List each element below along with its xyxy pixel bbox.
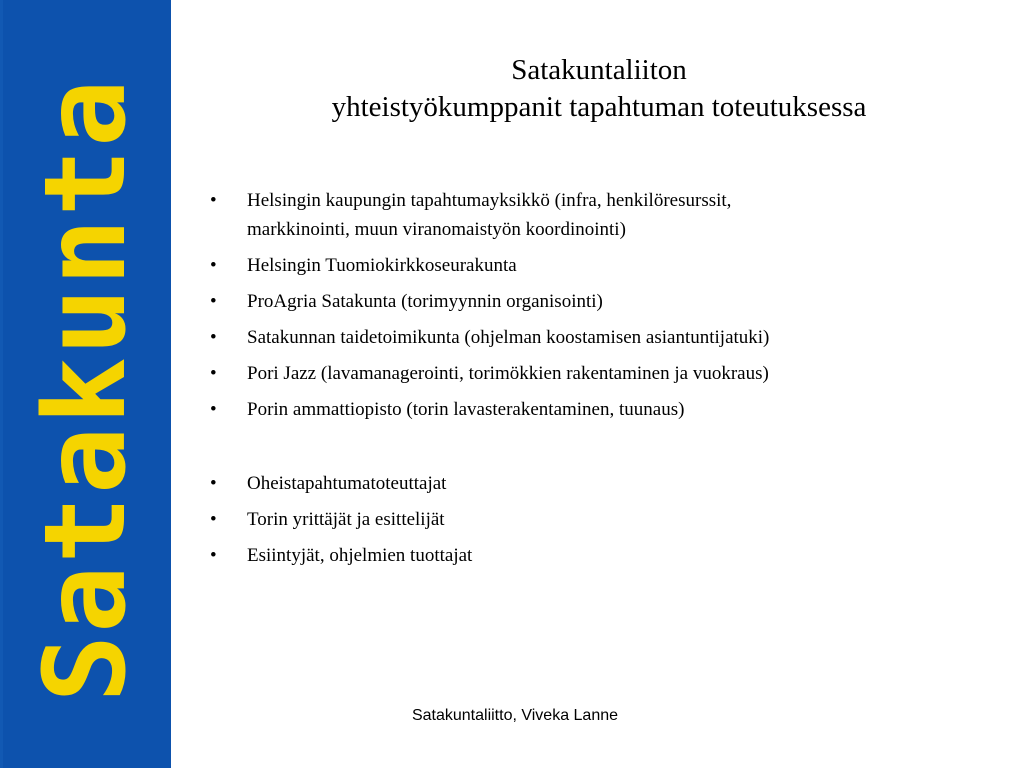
bullet-text-continued: markkinointi, muun viranomaistyön koordinointi) (247, 219, 626, 240)
bullet-item-pori-jazz (210, 359, 1000, 388)
side-banner (0, 0, 171, 768)
bullet-text: • Oheistapahtumatoteuttajat (247, 473, 447, 494)
bullet-item-market-entrepreneurs (210, 505, 1000, 534)
bullet-text: • Satakunnan taidetoimikunta (ohjelman koostamisen asiantuntijatuki) (247, 327, 770, 348)
bullet-text: • Porin ammattiopisto (torin lavasterakentaminen, tuunaus) (247, 399, 685, 420)
bullet-text: • Esiintyjät, ohjelmien tuottajat (247, 545, 473, 566)
bullet-item-vocational-school (210, 395, 1000, 424)
bullet-text: • Helsingin kaupungin tapahtumayksikkö (infra, henkilöresurssit, (247, 190, 732, 211)
slide-title-line-1: Satakuntaliiton (511, 54, 687, 86)
bullet-item-helsinki-event-unit (210, 186, 1000, 244)
bullet-spacer (210, 431, 1000, 469)
satakunta-logo-text: Satakunta (21, 77, 151, 703)
bullet-item-side-event-organizers (210, 469, 1000, 498)
bullet-item-cathedral-parish (210, 251, 1000, 280)
bullet-text: • Helsingin Tuomiokirkkoseurakunta (247, 255, 517, 276)
bullet-item-performers (210, 541, 1000, 570)
bullet-text: • ProAgria Satakunta (torimyynnin organisointi) (247, 291, 603, 312)
bullet-item-arts-council (210, 323, 1000, 352)
slide-footer: Satakuntaliitto, Viveka Lanne (411, 707, 619, 724)
bullet-text: • Torin yrittäjät ja esittelijät (247, 509, 445, 530)
bullet-list (210, 186, 1000, 577)
bullet-item-proagria (210, 287, 1000, 316)
slide-title-line-2: yhteistyökumppanit tapahtuman toteutuksessa (331, 91, 867, 123)
bullet-text: • Pori Jazz (lavamanagerointi, torimökkien rakentaminen ja vuokraus) (247, 363, 769, 384)
slide-title (180, 52, 1018, 126)
